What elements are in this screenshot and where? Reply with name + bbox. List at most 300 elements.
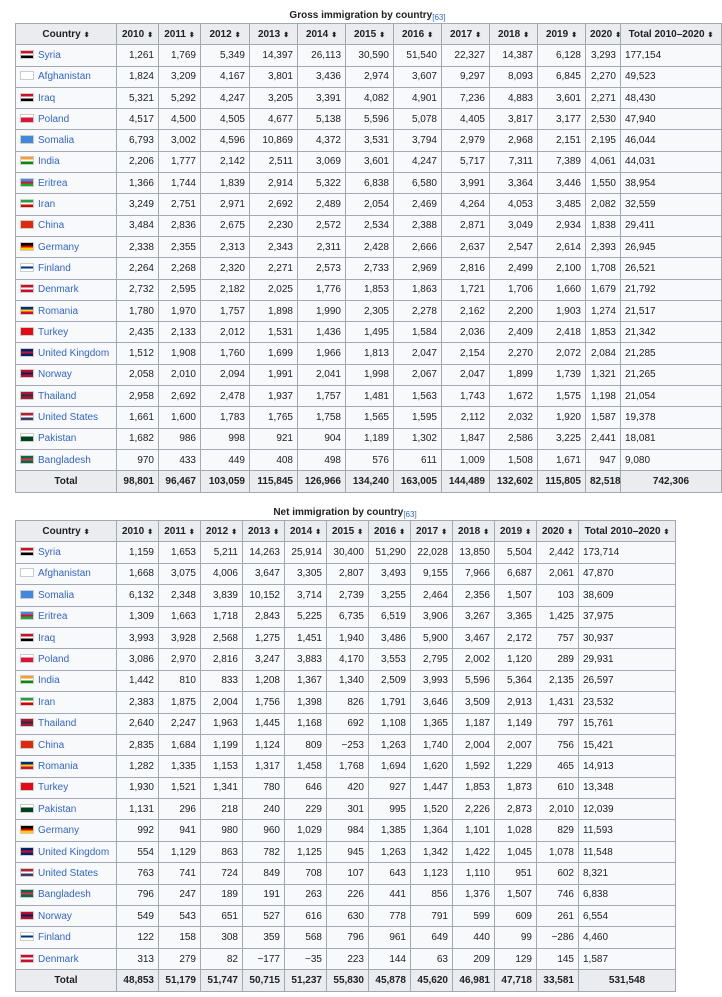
- flag-icon: [20, 911, 34, 920]
- country-link[interactable]: United States: [38, 867, 99, 879]
- total-value-cell: 115,805: [538, 471, 586, 492]
- sort-icon[interactable]: ⬍: [331, 31, 338, 39]
- sort-icon[interactable]: ⬍: [663, 528, 670, 536]
- country-link[interactable]: Bangladesh: [38, 889, 91, 901]
- value-cell: 1,458: [285, 756, 327, 777]
- value-cell: 1,660: [538, 279, 586, 300]
- value-cell: 3,436: [298, 66, 346, 87]
- country-cell: [16, 343, 117, 364]
- value-cell: 3,993: [411, 670, 453, 691]
- sort-icon[interactable]: ⬍: [475, 31, 482, 39]
- value-cell: 2,499: [490, 258, 538, 279]
- column-header[interactable]: [538, 24, 586, 45]
- total-cell: 8,321: [579, 863, 676, 884]
- total-cell: 12,039: [579, 799, 676, 820]
- value-cell: 5,211: [201, 542, 243, 563]
- value-cell: 3,801: [250, 66, 298, 87]
- total-value-cell: 82,518: [586, 471, 621, 492]
- total-cell: 15,761: [579, 713, 676, 734]
- value-cell: 2,637: [442, 236, 490, 257]
- value-cell: 2,739: [327, 585, 369, 606]
- country-link[interactable]: China: [38, 220, 65, 232]
- reference-link[interactable]: [63]: [403, 510, 417, 519]
- flag-icon: [20, 391, 34, 400]
- value-cell: 1,198: [586, 386, 621, 407]
- sort-icon[interactable]: ⬍: [615, 31, 622, 39]
- value-cell: 1,768: [327, 756, 369, 777]
- value-cell: 1,592: [453, 756, 495, 777]
- value-cell: 1,672: [490, 386, 538, 407]
- sort-icon[interactable]: ⬍: [234, 31, 241, 39]
- column-header[interactable]: [159, 24, 201, 45]
- total-value-cell: 45,620: [411, 970, 453, 991]
- total-cell: 21,054: [621, 386, 722, 407]
- column-header[interactable]: [453, 521, 495, 542]
- sort-icon[interactable]: ⬍: [567, 528, 574, 536]
- column-header[interactable]: [159, 521, 201, 542]
- column-header[interactable]: [490, 24, 538, 45]
- table-row: [16, 799, 676, 820]
- country-link[interactable]: Somalia: [38, 589, 75, 601]
- country-link[interactable]: Finland: [38, 932, 71, 944]
- column-header[interactable]: [298, 24, 346, 45]
- value-cell: 4,372: [298, 130, 346, 151]
- value-cell: 2,509: [369, 670, 411, 691]
- value-cell: 308: [201, 927, 243, 948]
- country-cell: [16, 670, 117, 691]
- country-link[interactable]: Germany: [38, 241, 80, 253]
- table-row: [16, 109, 722, 130]
- total-value-cell: 46,981: [453, 970, 495, 991]
- value-cell: 609: [495, 906, 537, 927]
- value-cell: 3,493: [369, 563, 411, 584]
- sort-icon[interactable]: ⬍: [523, 31, 530, 39]
- value-cell: 746: [537, 884, 579, 905]
- total-value-cell: 51,747: [201, 970, 243, 991]
- column-header[interactable]: [537, 521, 579, 542]
- sort-icon[interactable]: ⬍: [379, 31, 386, 39]
- reference-link[interactable]: [63]: [432, 13, 446, 22]
- value-cell: 440: [453, 927, 495, 948]
- value-cell: 2,154: [442, 343, 490, 364]
- value-cell: 1,521: [159, 777, 201, 798]
- sort-icon[interactable]: ⬍: [188, 528, 195, 536]
- table-row: [16, 627, 676, 648]
- value-cell: 2,305: [346, 300, 394, 321]
- value-cell: 3,086: [117, 649, 159, 670]
- total-cell: 26,521: [621, 258, 722, 279]
- total-value-cell: 163,005: [394, 471, 442, 492]
- value-cell: 1,028: [495, 820, 537, 841]
- column-header-label: 2010: [121, 525, 145, 537]
- table-row: [16, 428, 722, 449]
- value-cell: 2,843: [243, 606, 285, 627]
- value-cell: −253: [327, 734, 369, 755]
- table-row: [16, 841, 676, 862]
- value-cell: 2,511: [250, 151, 298, 172]
- country-link[interactable]: Thailand: [38, 718, 77, 730]
- value-cell: 4,883: [490, 87, 538, 108]
- table-row: [16, 649, 676, 670]
- country-link[interactable]: Norway: [38, 369, 72, 381]
- value-cell: 2,270: [586, 66, 621, 87]
- value-cell: 22,028: [411, 542, 453, 563]
- value-cell: 809: [285, 734, 327, 755]
- value-cell: 1,791: [369, 692, 411, 713]
- column-header[interactable]: [394, 24, 442, 45]
- total-cell: 46,044: [621, 130, 722, 151]
- value-cell: 4,901: [394, 87, 442, 108]
- value-cell: 1,508: [490, 449, 538, 470]
- sort-icon[interactable]: ⬍: [441, 528, 448, 536]
- value-cell: 2,206: [117, 151, 159, 172]
- value-cell: 1,587: [586, 407, 621, 428]
- country-link[interactable]: Eritrea: [38, 177, 68, 189]
- sort-icon[interactable]: ⬍: [147, 528, 154, 536]
- sort-icon[interactable]: ⬍: [399, 528, 406, 536]
- country-link[interactable]: India: [38, 156, 60, 168]
- value-cell: 30,400: [327, 542, 369, 563]
- flag-icon: [20, 633, 34, 642]
- value-cell: 2,311: [298, 236, 346, 257]
- column-header[interactable]: [201, 24, 250, 45]
- value-cell: 2,795: [411, 649, 453, 670]
- value-cell: 1,694: [369, 756, 411, 777]
- country-link[interactable]: Poland: [38, 654, 70, 666]
- total-value-cell: 96,467: [159, 471, 201, 492]
- value-cell: 2,226: [453, 799, 495, 820]
- value-cell: 1,873: [495, 777, 537, 798]
- country-link[interactable]: Bangladesh: [38, 454, 91, 466]
- value-cell: 7,966: [453, 563, 495, 584]
- flag-icon: [20, 327, 34, 336]
- column-header[interactable]: [579, 521, 676, 542]
- column-header[interactable]: [621, 24, 722, 45]
- column-header[interactable]: [16, 24, 117, 45]
- country-link[interactable]: Denmark: [38, 284, 79, 296]
- country-link[interactable]: Iraq: [38, 92, 56, 104]
- total-cell: 49,523: [621, 66, 722, 87]
- country-link[interactable]: Finland: [38, 262, 71, 274]
- country-link[interactable]: India: [38, 675, 60, 687]
- country-cell: [16, 300, 117, 321]
- column-header[interactable]: [250, 24, 298, 45]
- sort-icon[interactable]: ⬍: [707, 31, 714, 39]
- country-cell: [16, 194, 117, 215]
- value-cell: 1,575: [538, 386, 586, 407]
- value-cell: 1,124: [243, 734, 285, 755]
- value-cell: 6,845: [538, 66, 586, 87]
- value-cell: 6,519: [369, 606, 411, 627]
- value-cell: 261: [537, 906, 579, 927]
- column-header[interactable]: [411, 521, 453, 542]
- value-cell: 1,903: [538, 300, 586, 321]
- country-link[interactable]: United Kingdom: [38, 348, 110, 360]
- column-header[interactable]: [201, 521, 243, 542]
- value-cell: 960: [243, 820, 285, 841]
- value-cell: 849: [243, 863, 285, 884]
- table-row: [16, 87, 722, 108]
- column-header-label: 2015: [331, 525, 355, 537]
- value-cell: 2,732: [117, 279, 159, 300]
- total-cell: 21,265: [621, 364, 722, 385]
- value-cell: 1,671: [538, 449, 586, 470]
- country-link[interactable]: Afghanistan: [38, 71, 91, 83]
- column-header[interactable]: [442, 24, 490, 45]
- country-link[interactable]: Syria: [38, 547, 61, 559]
- total-value-cell: 50,715: [243, 970, 285, 991]
- country-link[interactable]: Denmark: [38, 953, 79, 965]
- value-cell: 1,899: [490, 364, 538, 385]
- value-cell: 1,120: [495, 649, 537, 670]
- value-cell: 643: [369, 863, 411, 884]
- value-cell: 2,692: [250, 194, 298, 215]
- value-cell: 1,620: [411, 756, 453, 777]
- country-link[interactable]: Somalia: [38, 135, 75, 147]
- sort-icon[interactable]: ⬍: [427, 31, 434, 39]
- country-link[interactable]: Norway: [38, 910, 72, 922]
- country-cell: [16, 66, 117, 87]
- value-cell: 2,348: [159, 585, 201, 606]
- value-cell: 941: [159, 820, 201, 841]
- sort-icon[interactable]: ⬍: [483, 528, 490, 536]
- sort-icon[interactable]: ⬍: [188, 31, 195, 39]
- column-header[interactable]: [117, 24, 159, 45]
- value-cell: 1,963: [201, 713, 243, 734]
- value-cell: 1,187: [453, 713, 495, 734]
- value-cell: 2,568: [201, 627, 243, 648]
- value-cell: 2,270: [490, 343, 538, 364]
- sort-icon[interactable]: ⬍: [83, 31, 90, 39]
- country-link[interactable]: Iran: [38, 696, 56, 708]
- value-cell: 2,478: [201, 386, 250, 407]
- total-value-cell: 55,830: [327, 970, 369, 991]
- value-cell: 2,573: [298, 258, 346, 279]
- country-link[interactable]: United Kingdom: [38, 846, 110, 858]
- value-cell: 1,309: [117, 606, 159, 627]
- value-cell: 708: [285, 863, 327, 884]
- value-cell: 209: [453, 948, 495, 969]
- value-cell: 826: [327, 692, 369, 713]
- country-link[interactable]: Syria: [38, 49, 61, 61]
- value-cell: 4,061: [586, 151, 621, 172]
- value-cell: 1,520: [411, 799, 453, 820]
- value-cell: 2,751: [159, 194, 201, 215]
- column-header-label: 2017: [415, 525, 439, 537]
- value-cell: 9,297: [442, 66, 490, 87]
- country-link[interactable]: Afghanistan: [38, 568, 91, 580]
- total-cell: 37,975: [579, 606, 676, 627]
- grand-total-cell: 742,306: [621, 471, 722, 492]
- value-cell: 5,900: [411, 627, 453, 648]
- value-cell: 5,596: [346, 109, 394, 130]
- value-cell: 2,383: [117, 692, 159, 713]
- country-link[interactable]: United States: [38, 411, 99, 423]
- country-cell: [16, 364, 117, 385]
- value-cell: 2,268: [159, 258, 201, 279]
- value-cell: 1,366: [117, 173, 159, 194]
- sort-icon[interactable]: ⬍: [273, 528, 280, 536]
- table-row: [16, 130, 722, 151]
- value-cell: 961: [369, 927, 411, 948]
- sort-icon[interactable]: ⬍: [283, 31, 290, 39]
- value-cell: 5,078: [394, 109, 442, 130]
- country-link[interactable]: China: [38, 739, 65, 751]
- value-cell: 2,873: [495, 799, 537, 820]
- country-link[interactable]: Turkey: [38, 326, 69, 338]
- sort-icon[interactable]: ⬍: [315, 528, 322, 536]
- column-header[interactable]: [327, 521, 369, 542]
- total-cell: 177,154: [621, 45, 722, 66]
- total-value-cell: 115,845: [250, 471, 298, 492]
- value-cell: 2,816: [201, 649, 243, 670]
- country-link[interactable]: Poland: [38, 113, 70, 125]
- value-cell: 2,135: [537, 670, 579, 691]
- value-cell: 4,505: [201, 109, 250, 130]
- value-cell: 2,464: [411, 585, 453, 606]
- value-cell: 796: [327, 927, 369, 948]
- value-cell: 692: [327, 713, 369, 734]
- value-cell: 3,069: [298, 151, 346, 172]
- value-cell: 2,733: [346, 258, 394, 279]
- country-link[interactable]: Iraq: [38, 632, 56, 644]
- value-cell: 1,824: [117, 66, 159, 87]
- total-cell: 173,714: [579, 542, 676, 563]
- country-link[interactable]: Germany: [38, 825, 80, 837]
- column-header-label: 2014: [289, 525, 313, 537]
- column-header[interactable]: [346, 24, 394, 45]
- value-cell: 1,263: [369, 734, 411, 755]
- column-header[interactable]: [16, 521, 117, 542]
- value-cell: 6,793: [117, 130, 159, 151]
- value-cell: 4,082: [346, 87, 394, 108]
- value-cell: 527: [243, 906, 285, 927]
- value-cell: 1,998: [346, 364, 394, 385]
- value-cell: 986: [159, 428, 201, 449]
- column-header[interactable]: [369, 521, 411, 542]
- flag-icon: [20, 284, 34, 293]
- country-link[interactable]: Pakistan: [38, 803, 77, 815]
- sort-icon[interactable]: ⬍: [571, 31, 578, 39]
- table-row: [16, 343, 722, 364]
- column-header[interactable]: [495, 521, 537, 542]
- value-cell: 611: [394, 449, 442, 470]
- value-cell: 1,274: [586, 300, 621, 321]
- value-cell: 3,365: [495, 606, 537, 627]
- value-cell: 1,863: [394, 279, 442, 300]
- country-cell: [16, 649, 117, 670]
- total-cell: 38,609: [579, 585, 676, 606]
- value-cell: 2,409: [490, 322, 538, 343]
- sort-icon[interactable]: ⬍: [525, 528, 532, 536]
- column-header[interactable]: [285, 521, 327, 542]
- column-header[interactable]: [117, 521, 159, 542]
- value-cell: 2,979: [442, 130, 490, 151]
- value-cell: 289: [537, 649, 579, 670]
- value-cell: 1,431: [537, 692, 579, 713]
- value-cell: 1,853: [346, 279, 394, 300]
- country-link[interactable]: Turkey: [38, 782, 69, 794]
- country-link[interactable]: Iran: [38, 199, 56, 211]
- flag-icon: [20, 71, 34, 80]
- value-cell: 1,679: [586, 279, 621, 300]
- value-cell: 543: [159, 906, 201, 927]
- value-cell: 1,600: [159, 407, 201, 428]
- total-cell: 38,954: [621, 173, 722, 194]
- column-header[interactable]: [586, 24, 621, 45]
- value-cell: 296: [159, 799, 201, 820]
- table-row: [16, 734, 676, 755]
- value-cell: 646: [285, 777, 327, 798]
- value-cell: 99: [495, 927, 537, 948]
- value-cell: 6,132: [117, 585, 159, 606]
- value-cell: 724: [201, 863, 243, 884]
- total-value-cell: 48,853: [117, 970, 159, 991]
- country-link[interactable]: Thailand: [38, 390, 77, 402]
- column-header-label: 2018: [497, 28, 521, 40]
- table-row: [16, 45, 722, 66]
- value-cell: 3,714: [285, 585, 327, 606]
- value-cell: 1,813: [346, 343, 394, 364]
- value-cell: 122: [117, 927, 159, 948]
- value-cell: 1,584: [394, 322, 442, 343]
- sort-icon[interactable]: ⬍: [357, 528, 364, 536]
- country-link[interactable]: Eritrea: [38, 611, 68, 623]
- country-link[interactable]: Romania: [38, 760, 79, 772]
- value-cell: 780: [243, 777, 285, 798]
- table-row: [16, 322, 722, 343]
- value-cell: 3,646: [411, 692, 453, 713]
- value-cell: 2,968: [490, 130, 538, 151]
- value-cell: 1,920: [538, 407, 586, 428]
- value-cell: 1,367: [285, 670, 327, 691]
- value-cell: 3,484: [117, 215, 159, 236]
- table-row: [16, 258, 722, 279]
- sort-icon[interactable]: ⬍: [83, 528, 90, 536]
- value-cell: 1,718: [201, 606, 243, 627]
- table-row: [16, 279, 722, 300]
- country-cell: [16, 906, 117, 927]
- table-row: [16, 927, 676, 948]
- value-cell: 3,839: [201, 585, 243, 606]
- value-cell: 1,550: [586, 173, 621, 194]
- value-cell: 3,906: [411, 606, 453, 627]
- column-header[interactable]: [243, 521, 285, 542]
- value-cell: 3,075: [159, 563, 201, 584]
- value-cell: 103: [537, 585, 579, 606]
- total-cell: 21,285: [621, 343, 722, 364]
- value-cell: 6,838: [346, 173, 394, 194]
- total-label: Total: [16, 970, 117, 991]
- value-cell: 2,007: [495, 734, 537, 755]
- country-cell: [16, 863, 117, 884]
- country-cell: [16, 258, 117, 279]
- flag-icon: [20, 718, 34, 727]
- value-cell: 2,435: [117, 322, 159, 343]
- sort-icon[interactable]: ⬍: [231, 528, 238, 536]
- country-link[interactable]: Romania: [38, 305, 79, 317]
- sort-icon[interactable]: ⬍: [147, 31, 154, 39]
- value-cell: 1,340: [327, 670, 369, 691]
- country-link[interactable]: Pakistan: [38, 433, 77, 445]
- value-cell: 7,389: [538, 151, 586, 172]
- value-cell: 599: [453, 906, 495, 927]
- value-cell: 51,290: [369, 542, 411, 563]
- flag-icon: [20, 369, 34, 378]
- value-cell: 1,208: [243, 670, 285, 691]
- country-cell: [16, 948, 117, 969]
- grand-total-cell: 531,548: [579, 970, 676, 991]
